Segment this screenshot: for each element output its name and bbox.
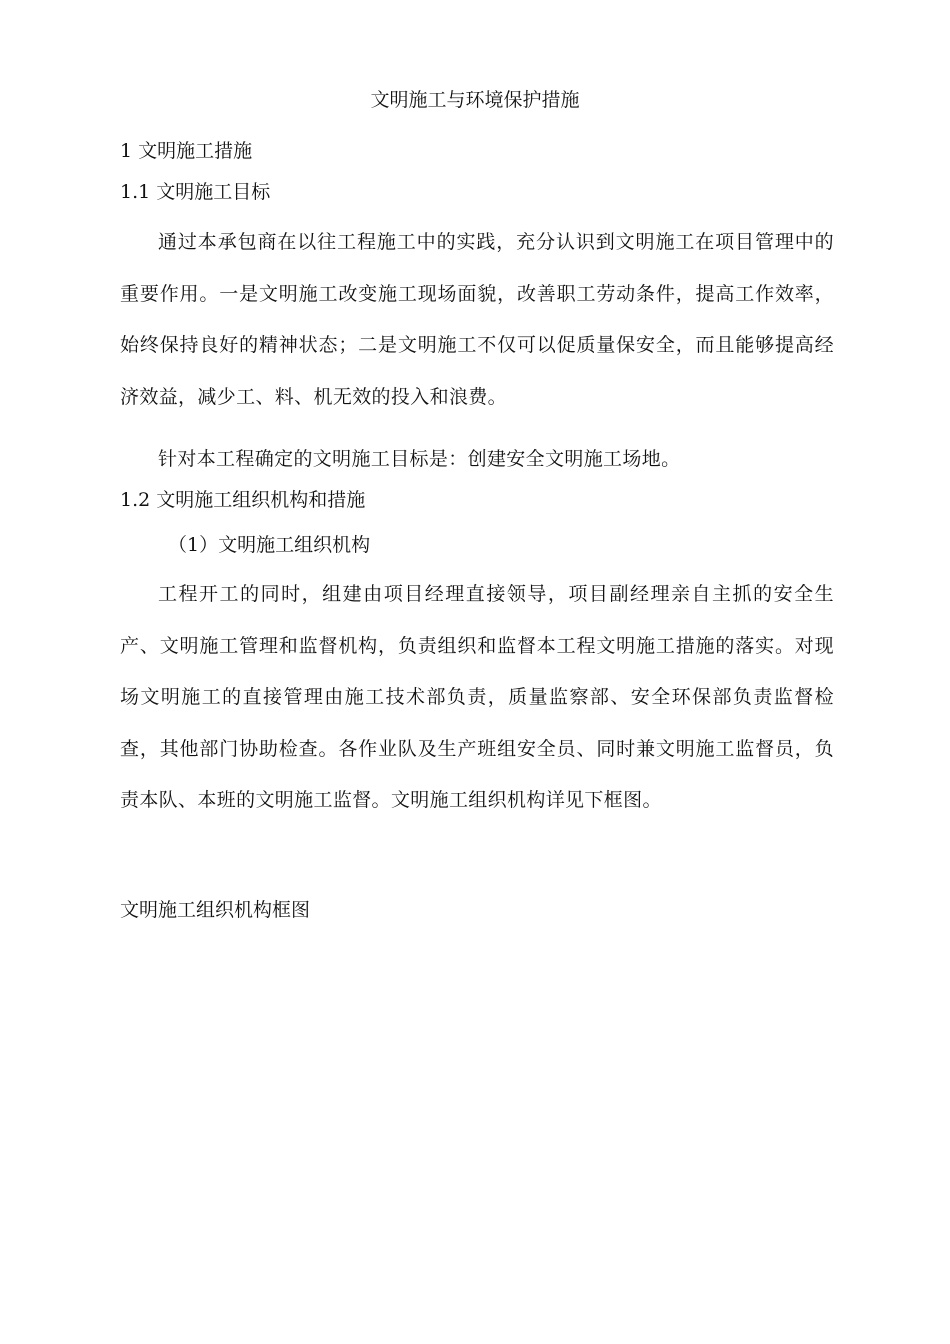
figure-caption: 文明施工组织机构框图 <box>120 899 311 921</box>
section-heading-1-2: 1.2 文明施工组织机构和措施 <box>120 489 366 511</box>
section-heading-1-1: 1.1 文明施工目标 <box>120 181 271 203</box>
subsection-item-1: （1）文明施工组织机构 <box>168 534 371 556</box>
section-heading-1: 1 文明施工措施 <box>120 140 253 162</box>
paragraph-civilized-goal-intro: 通过本承包商在以往工程施工中的实践，充分认识到文明施工在项目管理中的重要作用。一是文明施工改变施工现场面貌，改善职工劳动条件，提高工作效率，始终保持良好的精神状态；二是文明施工不仅可以促质量保安全，而且能够提高经济效益，减少工、料、机无效的投入和浪费。 <box>120 231 834 408</box>
document-title: 文明施工与环境保护措施 <box>370 89 580 111</box>
paragraph-civilized-goal: 针对本工程确定的文明施工目标是：创建安全文明施工场地。 <box>158 448 681 470</box>
paragraph-organization: 工程开工的同时，组建由项目经理直接领导，项目副经理亲自主抓的安全生产、文明施工管理和监督机构，负责组织和监督本工程文明施工措施的落实。对现场文明施工的直接管理由施工技术部负责，质量监察部、安全环保部负责监督检查，其他部门协助检查。各作业队及生产班组安全员、同时兼文明施工监督员，负责本队、本班的文明施工监督。文明施工组织机构详见下框图。 <box>120 583 834 811</box>
